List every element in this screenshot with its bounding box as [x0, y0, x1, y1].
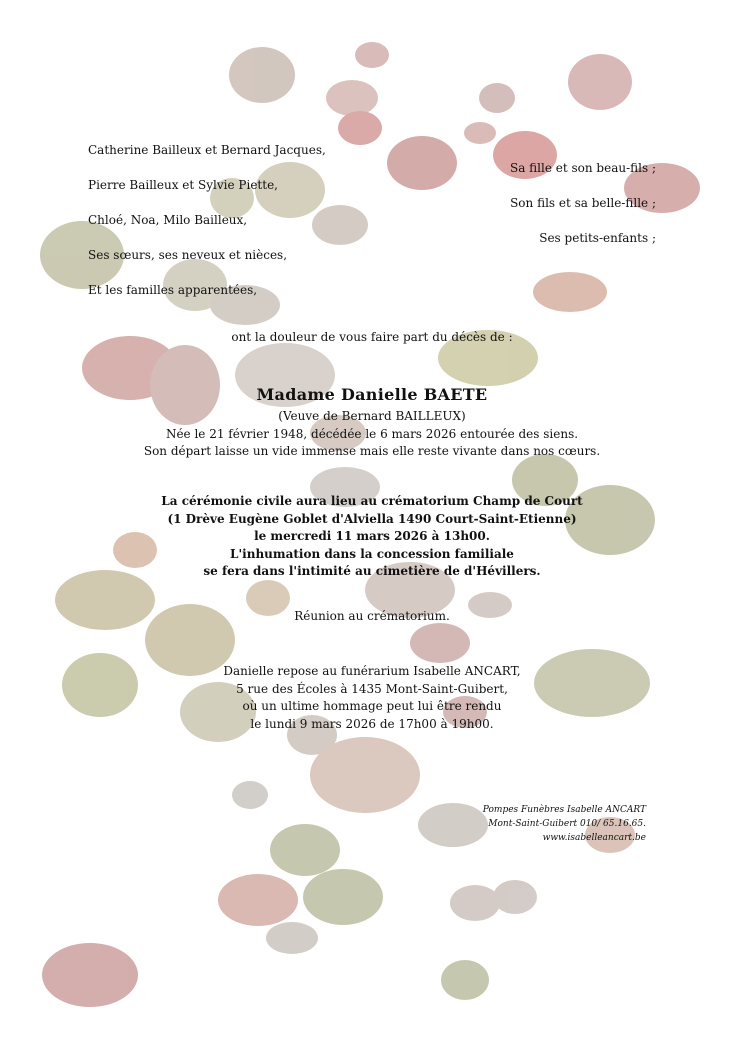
- funeral-home-footer: [483, 803, 646, 845]
- ceremony-line: se fera dans l'intimité au cimetière de d'Hévillers.: [203, 564, 541, 578]
- ceremony-line: (1 Drève Eugène Goblet d'Alviella 1490 Court-Saint-Etienne): [167, 511, 577, 526]
- funerarium-details: [0, 663, 744, 733]
- ceremony-line: le mercredi 11 mars 2026 à 13h00.: [254, 529, 490, 543]
- repose-line: Danielle repose au funérarium Isabelle ANCART,: [223, 664, 521, 678]
- deceased-name: Madame Danielle BAETE: [256, 385, 488, 404]
- repose-line: où un ultime hommage peut lui être rendu: [242, 699, 502, 713]
- family-member-line: Catherine Bailleux et Bernard Jacques,: [88, 143, 326, 157]
- announcement-intro: ont la douleur de vous faire part du décès de :: [231, 330, 513, 344]
- deceased-details: [0, 408, 744, 461]
- family-relation-line: Son fils et sa belle-fille ;: [510, 196, 656, 210]
- family-member-line: Pierre Bailleux et Sylvie Piette,: [88, 178, 278, 192]
- family-member-line: Chloé, Noa, Milo Bailleux,: [88, 213, 248, 227]
- ceremony-line: La cérémonie civile aura lieu au crématorium Champ de Court: [161, 494, 583, 508]
- reunion-note: Réunion au crématorium.: [294, 609, 450, 623]
- family-relation-line: Sa fille et son beau-fils ;: [509, 161, 656, 175]
- ceremony-details: [0, 493, 744, 581]
- tribute-line: Son départ laisse un vide immense mais elle reste vivante dans nos cœurs.: [143, 444, 601, 458]
- repose-line: 5 rue des Écoles à 1435 Mont-Saint-Guibert,: [236, 681, 508, 696]
- family-relation-line: Ses petits-enfants ;: [539, 231, 656, 245]
- funeral-home-website: www.isabelleancart.be: [542, 833, 646, 843]
- funeral-home-phone: Mont-Saint-Guibert 010/ 65.16.65.: [488, 819, 646, 829]
- family-member-line: Ses sœurs, ses neveux et nièces,: [88, 248, 288, 262]
- ceremony-line: L'inhumation dans la concession familiale: [230, 546, 514, 561]
- repose-line: le lundi 9 mars 2026 de 17h00 à 19h00.: [250, 716, 494, 731]
- dates-line: Née le 21 février 1948, décédée le 6 mars 2026 entourée des siens.: [165, 426, 579, 441]
- funeral-home-name: Pompes Funèbres Isabelle ANCART: [482, 805, 646, 815]
- family-member-line: Et les familles apparentées,: [88, 283, 258, 297]
- widow-of-line: (Veuve de Bernard BAILLEUX): [278, 409, 466, 423]
